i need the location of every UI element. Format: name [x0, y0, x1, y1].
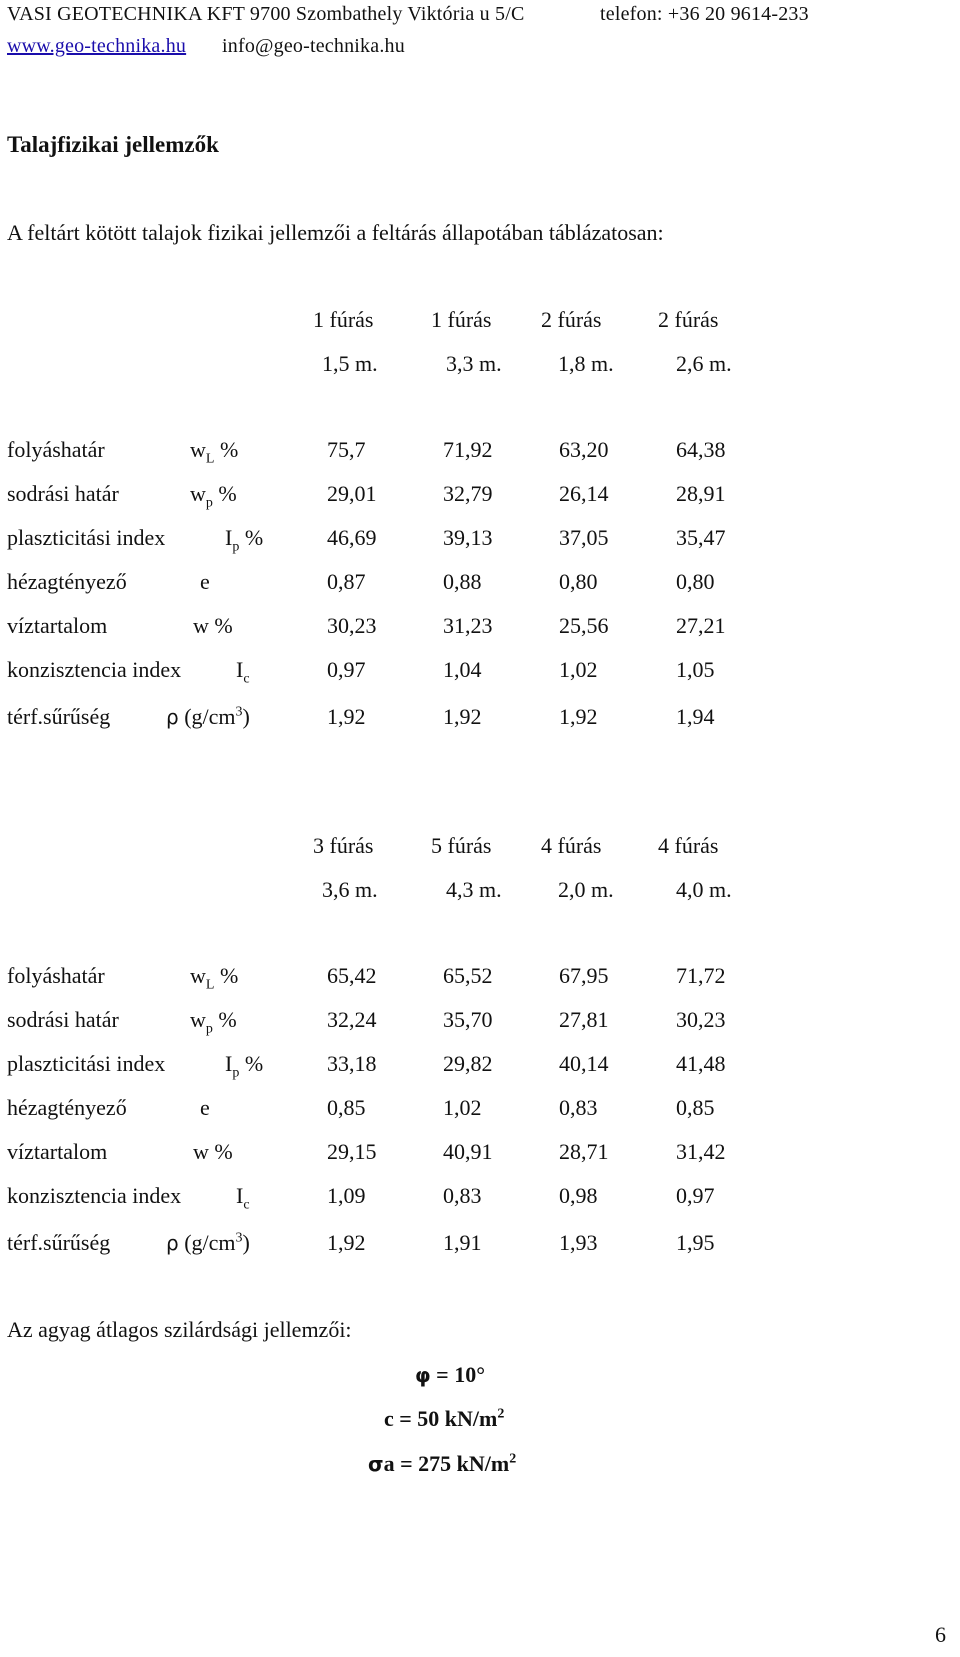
- property-label: hézagtényező: [7, 569, 127, 594]
- intro-text: A feltárt kötött talajok fizikai jellemzői a feltárás állapotában táblázatosan:: [7, 220, 664, 245]
- table-cell: 46,69: [327, 525, 377, 550]
- property-label: folyáshatár: [7, 963, 105, 988]
- property-symbol: [190, 1007, 237, 1037]
- property-label: térf.sűrűség: [7, 1230, 111, 1255]
- table-cell: 40,91: [443, 1139, 493, 1164]
- table-cell: 0,85: [676, 1095, 715, 1120]
- table-cell: 1,94: [676, 704, 715, 729]
- cohesion-value: c = 50 kN/m: [384, 1406, 498, 1431]
- unit: %: [218, 481, 237, 506]
- table-cell: 1,92: [443, 704, 482, 729]
- cohesion: [384, 1408, 504, 1430]
- table-cell: 31,23: [443, 613, 493, 638]
- company-line: VASI GEOTECHNIKA KFT 9700 Szombathely Viktória u 5/C: [7, 3, 525, 25]
- symbol-subscript: p: [232, 539, 240, 555]
- table-cell: 33,18: [327, 1051, 377, 1076]
- depth-header: 2,0 m.: [558, 877, 614, 902]
- table-cell: 35,47: [676, 525, 726, 550]
- friction-angle-value: = 10°: [430, 1362, 485, 1387]
- table-cell: 0,97: [327, 657, 366, 682]
- strength-heading: Az agyag átlagos szilárdsági jellemzői:: [7, 1317, 352, 1342]
- property-symbol: [190, 963, 239, 993]
- table-cell: 75,7: [327, 437, 366, 462]
- symbol-letter: ρ: [166, 705, 179, 729]
- table-cell: 1,95: [676, 1230, 715, 1255]
- table-cell: 1,93: [559, 1230, 598, 1255]
- table-cell: 65,42: [327, 963, 377, 988]
- borehole-header: 2 fúrás: [658, 307, 719, 332]
- symbol-subscript: L: [205, 977, 215, 993]
- table-cell: 37,05: [559, 525, 609, 550]
- table-cell: 71,92: [443, 437, 493, 462]
- email-address: info@geo-technika.hu: [222, 35, 405, 57]
- table-cell: 0,97: [676, 1183, 715, 1208]
- table-cell: 28,71: [559, 1139, 609, 1164]
- symbol-subscript: c: [243, 671, 250, 687]
- table-cell: 35,70: [443, 1007, 493, 1032]
- table-cell: 27,81: [559, 1007, 609, 1032]
- depth-header: 3,3 m.: [446, 351, 502, 376]
- symbol-letter: w: [193, 613, 209, 638]
- table-cell: 40,14: [559, 1051, 609, 1076]
- unit-exponent: 3: [235, 1230, 243, 1246]
- unit-close: ): [242, 1230, 250, 1255]
- table-cell: 0,98: [559, 1183, 598, 1208]
- depth-header: 4,0 m.: [676, 877, 732, 902]
- cohesion-exponent: 2: [497, 1406, 505, 1422]
- table-cell: 28,91: [676, 481, 726, 506]
- borehole-header: 5 fúrás: [431, 833, 492, 858]
- website-link[interactable]: www.geo-technika.hu: [7, 35, 187, 57]
- table-cell: 67,95: [559, 963, 609, 988]
- allowed-stress-value: a = 275 kN/m: [383, 1451, 510, 1476]
- depth-header: 1,8 m.: [558, 351, 614, 376]
- phone-number: telefon: +36 20 9614-233: [600, 3, 809, 25]
- table-cell: 30,23: [676, 1007, 726, 1032]
- symbol-subscript: p: [205, 495, 213, 511]
- table-cell: 0,88: [443, 569, 482, 594]
- table-cell: 1,92: [327, 704, 366, 729]
- table-cell: 27,21: [676, 613, 726, 638]
- symbol-letter: w: [190, 963, 206, 988]
- borehole-header: 4 fúrás: [541, 833, 602, 858]
- allowed-stress: [368, 1453, 516, 1475]
- table-cell: 1,04: [443, 657, 482, 682]
- property-symbol: [236, 1183, 250, 1213]
- property-symbol: [193, 1141, 233, 1163]
- borehole-header: 4 fúrás: [658, 833, 719, 858]
- table-cell: 64,38: [676, 437, 726, 462]
- property-label: plaszticitási index: [7, 525, 166, 550]
- table-cell: 1,91: [443, 1230, 482, 1255]
- table-cell: 0,87: [327, 569, 366, 594]
- depth-header: 3,6 m.: [322, 877, 378, 902]
- table-cell: 25,56: [559, 613, 609, 638]
- property-label: sodrási határ: [7, 1007, 119, 1032]
- unit: (g/cm: [184, 704, 236, 729]
- table-cell: 1,92: [327, 1230, 366, 1255]
- table-cell: 41,48: [676, 1051, 726, 1076]
- sigma-symbol: σ: [368, 1452, 384, 1476]
- property-label: víztartalom: [7, 1139, 108, 1164]
- friction-angle: [415, 1364, 485, 1386]
- table-cell: 1,02: [559, 657, 598, 682]
- symbol-letter: w: [190, 437, 206, 462]
- property-label: plaszticitási index: [7, 1051, 166, 1076]
- property-label: térf.sűrűség: [7, 704, 111, 729]
- unit: %: [219, 963, 239, 988]
- symbol-letter: e: [200, 1095, 210, 1120]
- borehole-header: 1 fúrás: [313, 307, 374, 332]
- symbol-letter: e: [200, 569, 210, 594]
- table-cell: 1,09: [327, 1183, 366, 1208]
- property-symbol: [190, 437, 239, 467]
- table-cell: 71,72: [676, 963, 726, 988]
- symbol-letter: I: [225, 1051, 233, 1076]
- unit: %: [214, 1139, 233, 1164]
- property-label: víztartalom: [7, 613, 108, 638]
- table-cell: 31,42: [676, 1139, 726, 1164]
- depth-header: 2,6 m.: [676, 351, 732, 376]
- property-label: konzisztencia index: [7, 1183, 182, 1208]
- table-cell: 1,92: [559, 704, 598, 729]
- property-symbol: [236, 657, 250, 687]
- symbol-subscript: p: [205, 1021, 213, 1037]
- table-cell: 29,82: [443, 1051, 493, 1076]
- symbol-subscript: L: [205, 451, 215, 467]
- unit: %: [219, 437, 239, 462]
- unit: %: [214, 613, 233, 638]
- table-cell: 29,01: [327, 481, 377, 506]
- table-cell: 65,52: [443, 963, 493, 988]
- section-title: Talajfizikai jellemzők: [7, 132, 219, 157]
- property-label: folyáshatár: [7, 437, 105, 462]
- table-cell: 63,20: [559, 437, 609, 462]
- property-label: sodrási határ: [7, 481, 119, 506]
- unit: %: [244, 1051, 264, 1076]
- property-symbol: [200, 1097, 210, 1119]
- unit: %: [244, 525, 264, 550]
- table-cell: 30,23: [327, 613, 377, 638]
- property-symbol: [225, 525, 264, 555]
- property-symbol: [193, 615, 233, 637]
- property-symbol: [166, 706, 250, 728]
- table-cell: 0,80: [559, 569, 598, 594]
- symbol-letter: I: [225, 525, 233, 550]
- unit-close: ): [242, 704, 250, 729]
- symbol-letter: w: [193, 1139, 209, 1164]
- property-symbol: [190, 481, 237, 511]
- unit-exponent: 3: [235, 704, 243, 720]
- property-symbol: [225, 1051, 264, 1081]
- table-cell: 1,05: [676, 657, 715, 682]
- symbol-subscript: c: [243, 1197, 250, 1213]
- phi-symbol: φ: [415, 1363, 431, 1387]
- property-label: konzisztencia index: [7, 657, 182, 682]
- symbol-letter: I: [236, 657, 244, 682]
- symbol-subscript: p: [232, 1065, 240, 1081]
- table-cell: 0,80: [676, 569, 715, 594]
- page-number: 6: [935, 1622, 946, 1647]
- table-cell: 0,83: [443, 1183, 482, 1208]
- depth-header: 4,3 m.: [446, 877, 502, 902]
- borehole-header: 2 fúrás: [541, 307, 602, 332]
- table-cell: 26,14: [559, 481, 609, 506]
- symbol-letter: w: [190, 481, 206, 506]
- table-cell: 32,79: [443, 481, 493, 506]
- symbol-letter: I: [236, 1183, 244, 1208]
- unit: %: [218, 1007, 237, 1032]
- borehole-header: 3 fúrás: [313, 833, 374, 858]
- allowed-stress-exponent: 2: [509, 1451, 517, 1467]
- symbol-letter: w: [190, 1007, 206, 1032]
- property-symbol: [200, 571, 210, 593]
- table-cell: 32,24: [327, 1007, 377, 1032]
- table-cell: 0,83: [559, 1095, 598, 1120]
- unit: (g/cm: [184, 1230, 236, 1255]
- property-symbol: [166, 1232, 250, 1254]
- borehole-header: 1 fúrás: [431, 307, 492, 332]
- table-cell: 1,02: [443, 1095, 482, 1120]
- table-cell: 39,13: [443, 525, 493, 550]
- symbol-letter: ρ: [166, 1231, 179, 1255]
- property-label: hézagtényező: [7, 1095, 127, 1120]
- depth-header: 1,5 m.: [322, 351, 378, 376]
- table-cell: 29,15: [327, 1139, 377, 1164]
- table-cell: 0,85: [327, 1095, 366, 1120]
